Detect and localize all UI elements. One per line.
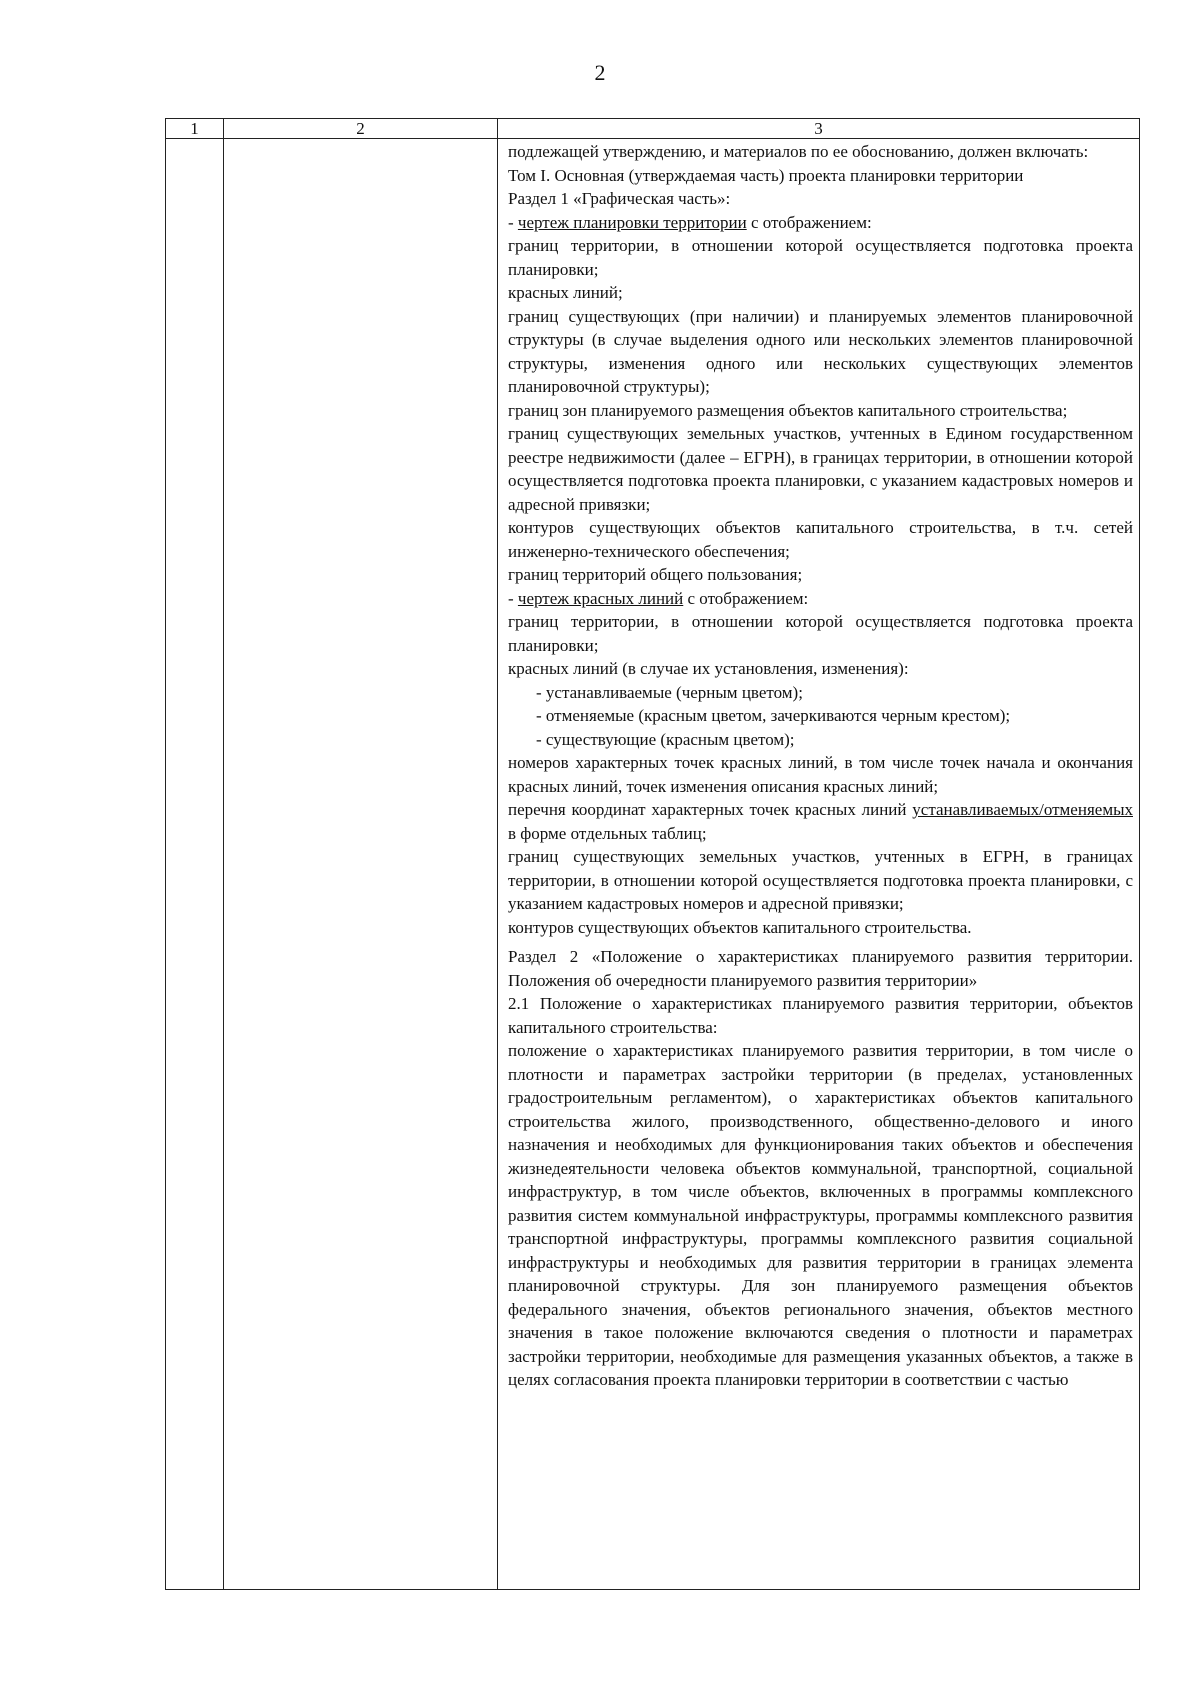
paragraph-prefix: - xyxy=(508,588,518,608)
paragraph: Том I. Основная (утверждаемая часть) проекта планировки территории xyxy=(508,165,1024,185)
underlined-term: устанавливаемых/отменяемых xyxy=(912,800,1133,819)
paragraph-prefix: - xyxy=(508,212,518,232)
table-header-row xyxy=(166,119,1140,139)
cell-col2 xyxy=(224,139,498,1590)
paragraph: границ территории, в отношении которой осуществляется подготовка проекта планировки; xyxy=(508,236,1133,279)
paragraph-suffix: с отображением: xyxy=(746,212,872,232)
paragraph: границ существующих земельных участков, учтенных в ЕГРН, в границах территории, в отношении которой осуществляется подготовка проекта планировки, с указанием кадастровых номеров и адресной привязки; xyxy=(508,847,1133,913)
paragraph: контуров существующих объектов капитального строительства. xyxy=(508,917,972,937)
paragraph: положение о характеристиках планируемого развития территории, в том числе о плотности и параметрах застройки территории (в пределах, установленных градостроительным регламентом), о характеристиках объектов капитального строительства жилого, производственного, общественно-делового и иного назначения и необходимых для функционирования таких объектов и обеспечения жизнедеятельности человека объектов коммунальной, транспортной, социальной инфраструктур, в том числе объектов, включенных в программы комплексного развития систем коммунальной инфраструктуры, программы комплексного развития транспортной инфраструктуры, программы комплексного развития социальной инфраструктуры и необходимых для развития территории в границах элемента планировочной структуры. Для зон планируемого размещения объектов федерального значения, объектов регионального значения, объектов местного значения в такое положение включаются сведения о плотности и параметрах застройки территории, необходимые для размещения указанных объектов, а также в целях согласования проекта планировки территории в соответствии с частью xyxy=(508,1041,1133,1389)
paragraph: красных линий; xyxy=(508,283,623,302)
table-row xyxy=(166,139,1140,1590)
paragraph: границ существующих земельных участков, учтенных в Едином государственном реестре недвижимости (далее – ЕГРН), в границах территории, в отношении которой осуществляется подготовка проекта планировки, с указанием кадастровых номеров и адресной привязки; xyxy=(508,424,1133,514)
paragraph: Раздел 1 «Графическая часть»: xyxy=(508,189,731,208)
paragraph: границ территорий общего пользования; xyxy=(508,565,803,584)
paragraph: границ зон планируемого размещения объектов капитального строительства; xyxy=(508,400,1068,420)
paragraph: 2.1 Положение о характеристиках планируемого развития территории, объектов капитального строительства: xyxy=(508,994,1133,1037)
requirements-table xyxy=(165,118,1140,1590)
paragraph: подлежащей утверждению, и материалов по ее обоснованию, должен включать: xyxy=(508,142,1089,161)
paragraph: красных линий (в случае их установления, изменения): xyxy=(508,659,909,678)
underlined-term: чертеж красных линий xyxy=(517,588,684,608)
paragraph: - отменяемые (красным цветом, зачеркиваются черным крестом); xyxy=(536,706,1011,725)
requirements-text xyxy=(498,139,1139,1392)
column-header-3: 3 xyxy=(498,119,1140,139)
paragraph-suffix: в форме отдельных таблиц; xyxy=(508,823,707,843)
paragraph: номеров характерных точек красных линий, в том числе точек начала и окончания красных линий, точек изменения описания красных линий; xyxy=(508,753,1133,796)
cell-col3 xyxy=(498,139,1140,1590)
column-header-2: 2 xyxy=(224,119,498,139)
paragraph: - устанавливаемые (черным цветом); xyxy=(536,682,803,702)
page-number: 2 xyxy=(594,60,606,85)
paragraph: - существующие (красным цветом); xyxy=(536,729,795,749)
paragraph xyxy=(508,798,1133,845)
paragraph xyxy=(508,587,1133,611)
column-header-1: 1 xyxy=(166,119,224,139)
underlined-term: чертеж планировки территории xyxy=(517,212,747,232)
cell-col1 xyxy=(166,139,224,1590)
paragraph: границ территории, в отношении которой осуществляется подготовка проекта планировки; xyxy=(508,612,1133,655)
paragraph-suffix: с отображением: xyxy=(683,588,809,608)
paragraph: контуров существующих объектов капитального строительства, в т.ч. сетей инженерно-технического обеспечения; xyxy=(508,518,1133,561)
paragraph xyxy=(508,211,1133,235)
paragraph: границ существующих (при наличии) и планируемых элементов планировочной структуры (в случае выделения одного или нескольких элементов планировочной структуры, изменения одного или нескольких существующих элементов планировочной структуры); xyxy=(508,306,1133,396)
paragraph: Раздел 2 «Положение о характеристиках планируемого развития территории. Положения об очередности планируемого развития территории» xyxy=(508,947,1133,990)
paragraph-prefix: перечня координат характерных точек красных линий xyxy=(508,800,913,819)
